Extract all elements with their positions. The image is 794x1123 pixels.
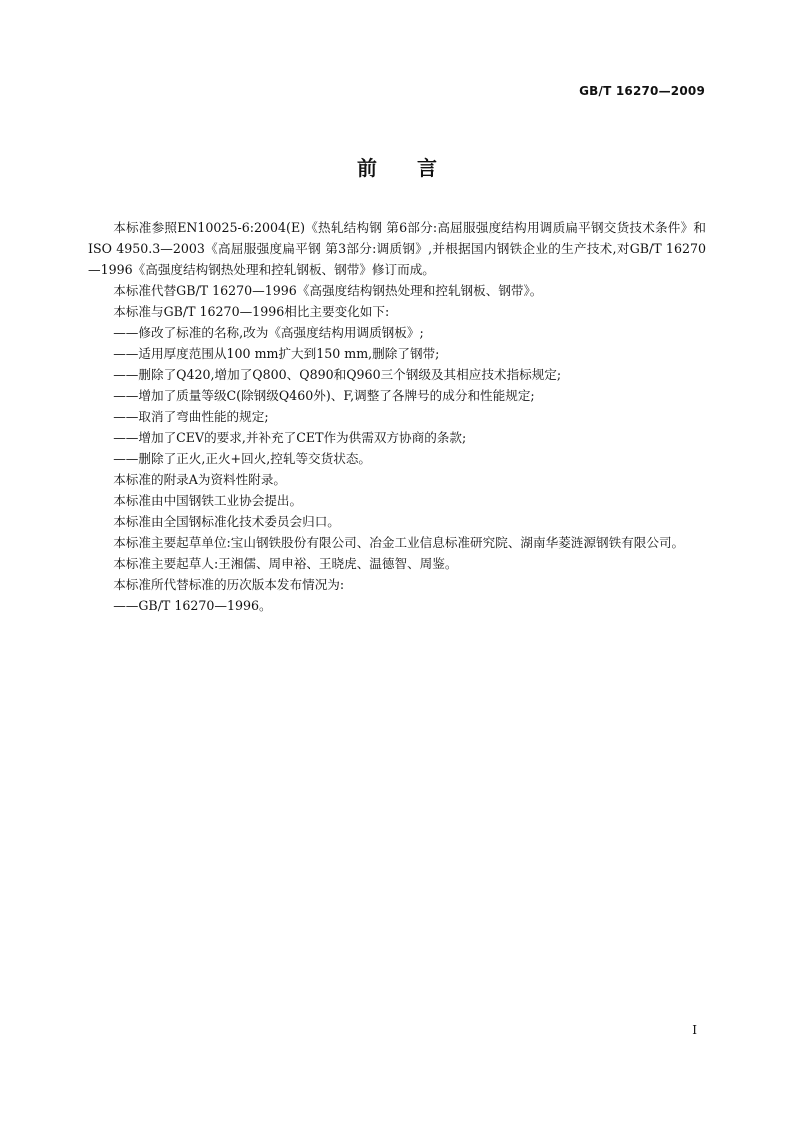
document-body [88, 217, 706, 616]
paragraph: 本标准与GB/T 16270—1996相比主要变化如下: [113, 304, 390, 319]
paragraph: 本标准由全国钢标准化技术委员会归口。 [113, 514, 340, 529]
change-list-item: ——删除了Q420,增加了Q800、Q890和Q960三个钢级及其相应技术指标规定; [113, 367, 562, 382]
change-list-item: ——取消了弯曲性能的规定; [113, 409, 269, 424]
page-title: 前言 [357, 156, 477, 180]
paragraph: 本标准代替GB/T 16270—1996《高强度结构钢热处理和控轧钢板、钢带》。 [113, 283, 543, 298]
change-list-item: ——适用厚度范围从100 mm扩大到150 mm,删除了钢带; [113, 346, 440, 361]
paragraph: 本标准参照EN10025-6:2004(E)《热轧结构钢 第6部分:高屈服强度结构用调质扁平钢交货技术条件》和ISO 4950.3—2003《高屈服强度扁平钢 第3部分:调质钢》,并根据国内钢铁企业的生产技术,对GB/T 16270—1996《高强度结构钢热处理和控轧钢板、钢带》修订而成。 [88, 220, 706, 277]
paragraph: 本标准所代替标准的历次版本发布情况为: [113, 577, 345, 592]
change-list-item: ——增加了CEV的要求,并补充了CET作为供需双方协商的条款; [113, 430, 467, 445]
paragraph: 本标准主要起草单位:宝山钢铁股份有限公司、冶金工业信息标准研究院、湖南华菱涟源钢铁有限公司。 [113, 535, 685, 550]
change-list-item: ——增加了质量等级C(除钢级Q460外)、F,调整了各牌号的成分和性能规定; [113, 388, 535, 403]
paragraph: 本标准由中国钢铁工业协会提出。 [113, 493, 303, 508]
change-list-item: ——删除了正火,正火+回火,控轧等交货状态。 [113, 451, 372, 466]
paragraph: 本标准主要起草人:王湘儒、周申裕、王晓虎、温德智、周鉴。 [113, 556, 458, 571]
standard-code: GB/T 16270—2009 [579, 84, 705, 98]
change-list-item: ——修改了标准的名称,改为《高强度结构用调质钢板》; [113, 325, 424, 340]
page-number: I [692, 1023, 697, 1037]
version-history-item: ——GB/T 16270—1996。 [113, 598, 272, 613]
paragraph: 本标准的附录A为资料性附录。 [113, 472, 287, 487]
